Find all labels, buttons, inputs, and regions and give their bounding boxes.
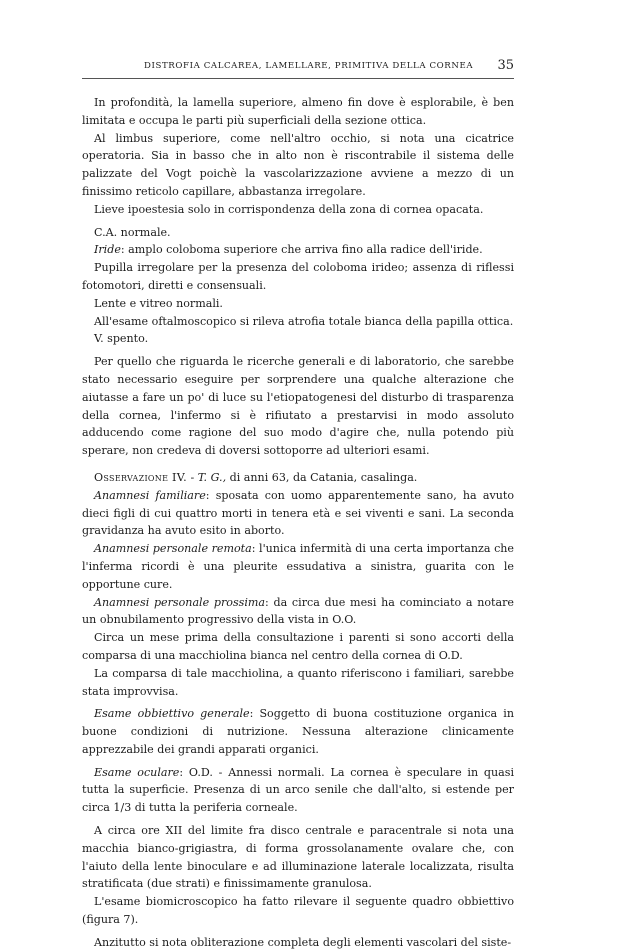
section-label: Anamnesi personale prossima [94, 595, 266, 609]
section-label: Esame oculare [94, 765, 180, 779]
paragraph-text: : da circa due mesi ha cominciato a notare un obnubilamento progressivo della vista in O.O. [82, 595, 514, 627]
paragraph-text: Al limbus superiore, come nell'altro occhio, si nota una cicatrice operatoria. Sia in basso che in alto non è riscontrabile il sistema delle palizzate del Vogt poichè la vascolarizzazione avviene a mezzo di un finissimo reticolo capillare, abbastanza irregolare. [82, 131, 514, 198]
paragraph [82, 130, 514, 201]
paragraph-text: : amplo coloboma superiore che arriva fino alla radice dell'iride. [120, 243, 483, 257]
paragraph [82, 330, 514, 348]
paragraph-text: All'esame oftalmoscopico si rileva atrofia totale bianca della papilla ottica. [94, 314, 514, 328]
paragraph-text: C.A. normale. [94, 225, 171, 239]
paragraph [82, 629, 514, 665]
paragraph [82, 705, 514, 758]
section-label: Anamnesi familiare [94, 488, 206, 502]
paragraph [82, 224, 514, 242]
paragraph-text: Per quello che riguarda le ricerche generali e di laboratorio, che sarebbe stato necessario eseguire per sorprendere una qualche alterazione che aiutasse a fare un po' di luce su l'etiopatogenesi del disturbo di trasparenza della cornea, l'infermo si è rifiutato a prestarvisi in modo assoluto adducendo come ragione del suo modo d'agire che, nulla potendo più sperare, non credeva di doversi sottoporre ad ulteriori esami. [82, 355, 514, 458]
paragraph [82, 295, 514, 313]
paragraph-text: : O.D. - Annessi normali. La cornea è speculare in quasi tutta la superficie. Presenza di un arco senile che dall'alto, si estende per circa 1/3 di tutta la periferia corneale. [82, 765, 514, 815]
patient-initials: T. G., [197, 470, 227, 484]
paragraph-text: di anni 63, da Catania, casalinga. [226, 470, 418, 484]
paragraph-text: Circa un mese prima della consultazione i parenti si sono accorti della comparsa di una macchiolina bianca nel centro della cornea di O.D. [82, 631, 514, 662]
body-text [82, 94, 514, 952]
section-label: Esame obbiettivo generale [94, 707, 250, 721]
page-number: 35 [497, 58, 514, 73]
paragraph-text: : Soggetto di buona costituzione organica in buone condizioni di nutrizione. Nessuna alterazione clinicamente apprezzabile dei grandi apparati organici. [82, 707, 514, 756]
paragraph-text: Pupilla irregolare per la presenza del coloboma irideo; assenza di riflessi fotomotori, diretti e consensuali. [82, 261, 514, 292]
paragraph-text: A circa ore XII del limite fra disco centrale e paracentrale si nota una macchia bianco-grigiastra, di forma grossolanamente ovalare che, con l'aiuto della lente binoculare e ad illuminazione laterale localizzata, risulta stratificata (due strati) e finissimamente granulosa. [82, 824, 514, 891]
paragraph [82, 487, 514, 540]
paragraph [82, 764, 514, 817]
case-heading: Osservazione IV. [94, 470, 187, 484]
section-label: Iride [94, 243, 121, 257]
paragraph-text: L'esame biomicroscopico ha fatto rilevare il seguente quadro obbiettivo (figura 7). [82, 895, 514, 927]
section-label: Anamnesi personale remota [94, 542, 252, 556]
header-rule [82, 78, 514, 79]
paragraph [82, 594, 514, 630]
paragraph [82, 94, 514, 130]
running-head: DISTROFIA CALCAREA, LAMELLARE, PRIMITIVA DELLA CORNEA [144, 61, 474, 71]
paragraph-text: Lente e vitreo normali. [94, 296, 223, 310]
paragraph-text: : sposata con uomo apparentemente sano, ha avuto dieci figli di cui quattro morti in tenera età e sei viventi e sani. La seconda gravidanza ha avuto esito in aborto. [82, 488, 514, 538]
paragraph-text: In profondità, la lamella superiore, almeno fin dove è esplorabile, è ben limitata e occupa le parti più superficiali della sezione ottica. [82, 96, 514, 127]
paragraph [82, 259, 514, 295]
paragraph: Osservazione IV. - T. G., di anni 63, da Catania, casalinga. [94, 470, 418, 484]
paragraph-text: : l'unica infermità di una certa importanza che l'inferma ricordi è una pleurite essudativa a sinistra, guarita con le opportune cure. [82, 542, 514, 591]
paragraph-text: Anzitutto si nota obliterazione completa degli elementi vascolari del siste- [94, 935, 512, 949]
paragraph [82, 540, 514, 593]
paragraph-text: Lieve ipoestesia solo in corrispondenza della zona di cornea opacata. [94, 202, 484, 216]
paragraph [82, 241, 514, 259]
paragraph [82, 665, 514, 701]
page-header [82, 58, 514, 78]
paragraph [82, 893, 514, 929]
paragraph [82, 353, 514, 460]
paragraph [82, 201, 514, 219]
paragraph-text: La comparsa di tale macchiolina, a quanto riferiscono i familiari, sarebbe stata improvvisa. [82, 666, 514, 698]
paragraph-text: V. spento. [94, 332, 149, 346]
paragraph [82, 313, 514, 331]
paragraph [82, 934, 514, 952]
paragraph [82, 822, 514, 893]
